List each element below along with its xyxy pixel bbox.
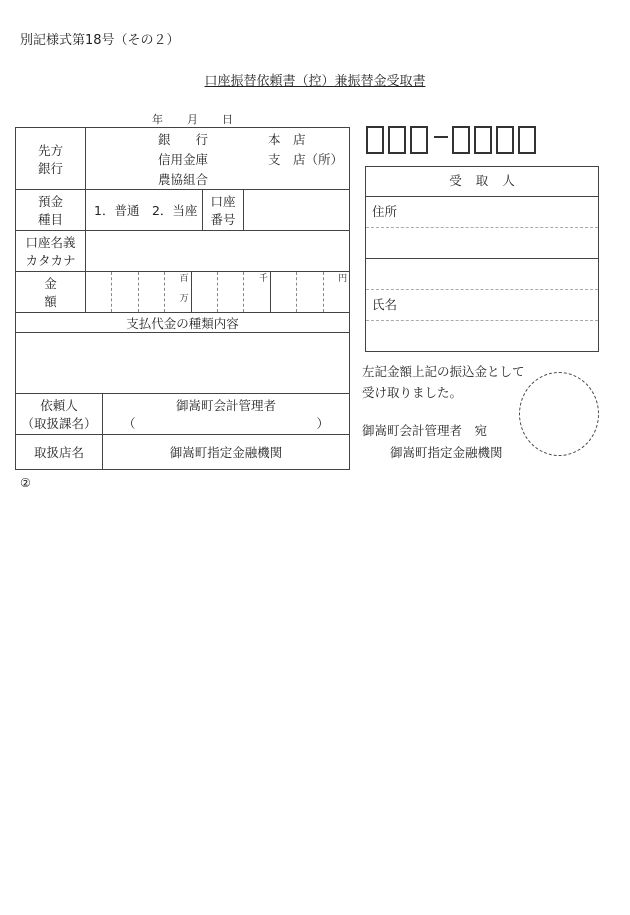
amount-digit[interactable] xyxy=(218,272,244,312)
paren-close: ） xyxy=(316,416,329,431)
deposit-label-1: 預金 xyxy=(37,194,63,209)
seal-circle[interactable] xyxy=(519,372,599,456)
address-field-2[interactable] xyxy=(366,228,598,259)
addressee-line: 御嵩町会計管理者 宛 xyxy=(362,423,488,438)
postal-digit-box[interactable] xyxy=(474,126,492,154)
bank-type-credit: 信用金庫 xyxy=(158,152,209,167)
name-field-1[interactable] xyxy=(366,290,598,321)
amount-digit[interactable] xyxy=(192,272,218,312)
postal-digit-box[interactable] xyxy=(518,126,536,154)
amount-digit[interactable] xyxy=(112,272,138,312)
deposit-label-2: 種目 xyxy=(37,212,63,227)
payment-type-header: 支払代金の種類内容 xyxy=(16,313,350,333)
bank-label-cell xyxy=(16,128,86,190)
postal-digit-box[interactable] xyxy=(410,126,428,154)
amount-digit[interactable] xyxy=(324,272,349,312)
account-number-label-cell xyxy=(203,190,244,231)
bank-type-agri: 農協組合 xyxy=(158,172,209,187)
amount-digit[interactable] xyxy=(165,272,191,312)
receiver-header: 受取人 xyxy=(366,167,598,197)
branch-type-head: 本 店 xyxy=(268,132,306,147)
holder-label-2: カタカナ xyxy=(25,253,76,268)
unit-million-1: 百 xyxy=(179,274,189,284)
copy-number-mark: ② xyxy=(20,476,31,490)
amount-label-2: 額 xyxy=(44,294,57,309)
date-year: 年 xyxy=(152,113,163,126)
receipt-statement-line-1: 左記金額上記の振込金として xyxy=(362,364,525,379)
unit-thousand: 千 xyxy=(258,274,268,284)
address-field-1[interactable] xyxy=(366,197,598,228)
paren-open: （ xyxy=(123,416,136,431)
form-number: 別記様式第18号（その２） xyxy=(20,33,180,48)
form-title xyxy=(0,70,630,89)
holder-label-1: 口座名義 xyxy=(25,235,76,250)
deposit-type-options[interactable]: 1．普通 2．当座 xyxy=(86,190,203,231)
receipt-statement-line-2: 受け取りました。 xyxy=(362,385,463,400)
amount-digit-cells xyxy=(86,272,349,312)
requester-label-1: 依頼人 xyxy=(40,398,78,413)
holder-label-cell xyxy=(16,231,86,272)
postal-code-boxes[interactable] xyxy=(366,126,540,154)
bank-label-2: 銀行 xyxy=(37,160,63,176)
requester-label-2: （取扱課名） xyxy=(21,416,97,431)
requester-label-cell xyxy=(16,394,103,435)
bank-label-1: 先方 xyxy=(37,142,63,158)
requester-value-cell xyxy=(103,394,350,435)
unit-million xyxy=(180,274,189,304)
amount-digit[interactable] xyxy=(297,272,323,312)
amount-label-1: 金 xyxy=(44,276,57,291)
unit-yen: 円 xyxy=(338,274,348,284)
amount-digit[interactable] xyxy=(139,272,165,312)
branch-type-branch: 支 店（所） xyxy=(268,152,344,167)
account-number-label-2: 番号 xyxy=(210,212,236,227)
postal-digit-box[interactable] xyxy=(452,126,470,154)
handling-label-cell: 取扱店名 xyxy=(16,435,103,470)
postal-digit-box[interactable] xyxy=(388,126,406,154)
name-label: 氏名 xyxy=(372,297,398,312)
postal-separator xyxy=(434,136,448,138)
account-number-label-1: 口座 xyxy=(210,194,236,209)
receipt-statement xyxy=(362,361,525,403)
requester-name: 御嵩町会計管理者 xyxy=(175,398,276,413)
amount-field[interactable] xyxy=(86,272,350,313)
bank-name-cell[interactable] xyxy=(86,128,350,190)
amount-digit[interactable] xyxy=(271,272,297,312)
transfer-request-table xyxy=(15,127,350,470)
amount-digit[interactable] xyxy=(244,272,270,312)
receiver-box xyxy=(365,166,599,352)
account-number-field[interactable] xyxy=(244,190,350,231)
name-field-2[interactable] xyxy=(366,321,598,351)
payment-type-field[interactable] xyxy=(16,333,350,394)
amount-label-cell xyxy=(16,272,86,313)
date-month: 月 xyxy=(187,113,198,126)
date-line xyxy=(152,111,257,127)
amount-digit[interactable] xyxy=(86,272,112,312)
deposit-label-cell xyxy=(16,190,86,231)
date-day: 日 xyxy=(222,113,233,126)
address-label: 住所 xyxy=(372,204,398,219)
postal-digit-box[interactable] xyxy=(496,126,514,154)
form-title-text: 口座振替依頼書（控）兼振替金受取書 xyxy=(204,74,426,89)
handling-value-cell: 御嵩町指定金融機関 xyxy=(103,435,350,470)
institution-line: 御嵩町指定金融機関 xyxy=(390,445,503,460)
unit-million-2: 万 xyxy=(179,294,189,304)
postal-digit-box[interactable] xyxy=(366,126,384,154)
address-field-3[interactable] xyxy=(366,259,598,290)
department-field[interactable] xyxy=(103,414,349,432)
bank-type-bank: 銀 行 xyxy=(158,132,209,147)
holder-name-field[interactable] xyxy=(86,231,350,272)
